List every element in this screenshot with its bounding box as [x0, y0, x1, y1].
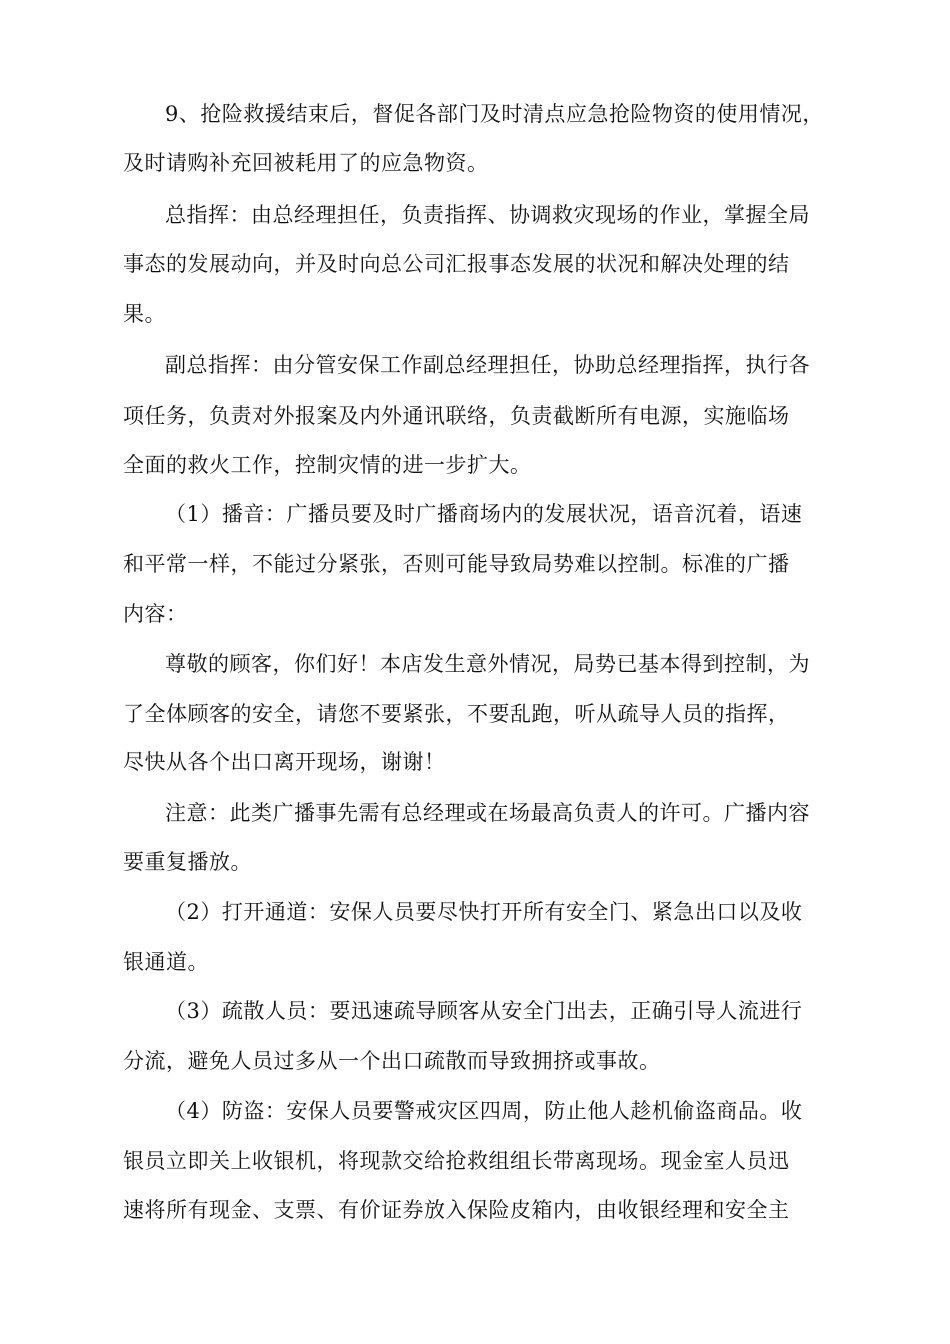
text-line: 内容： [123, 602, 188, 626]
text-line: 果。 [123, 302, 166, 326]
text-line: （1）播音：广播员要及时广播商场内的发展状况，语音沉着，语速 [165, 502, 803, 526]
text-line: 了全体顾客的安全，请您不要紧张，不要乱跑，听从疏导人员的指挥， [123, 702, 790, 726]
text-line: 总指挥：由总经理担任，负责指挥、协调救灾现场的作业，掌握全局 [165, 203, 810, 227]
text-line: （3）疏散人员：要迅速疏导顾客从安全门出去，正确引导人流进行 [165, 999, 803, 1023]
text-line: （4）防盗：安保人员要警戒灾区四周，防止他人趁机偷盗商品。收 [165, 1099, 803, 1123]
text-line: 及时请购补充回被耗用了的应急物资。 [123, 151, 489, 175]
text-line: 和平常一样，不能过分紧张，否则可能导致局势难以控制。标准的广播 [123, 552, 790, 576]
text-line: 全面的救火工作，控制灾情的进一步扩大。 [123, 453, 532, 477]
text-line: 银通道。 [123, 950, 209, 974]
text-line: 注意：此类广播事先需有总经理或在场最高负责人的许可。广播内容 [165, 801, 810, 825]
text-line: 分流，避免人员过多从一个出口疏散而导致拥挤或事故。 [123, 1049, 661, 1073]
text-line: 银员立即关上收银机，将现款交给抢救组组长带离现场。现金室人员迅 [123, 1149, 790, 1173]
text-line: 要重复播放。 [123, 850, 252, 874]
text-line: 尊敬的顾客，你们好！本店发生意外情况，局势已基本得到控制，为 [165, 652, 810, 676]
text-line: （2）打开通道：安保人员要尽快打开所有安全门、紧急出口以及收 [165, 900, 803, 924]
text-line: 9、抢险救援结束后，督促各部门及时清点应急抢险物资的使用情况， [165, 102, 824, 126]
text-line: 速将所有现金、支票、有价证券放入保险皮箱内，由收银经理和安全主 [123, 1198, 790, 1222]
text-line: 副总指挥：由分管安保工作副总经理担任，协助总经理指挥，执行各 [165, 353, 810, 377]
text-line: 事态的发展动向，并及时向总公司汇报事态发展的状况和解决处理的结 [123, 252, 790, 276]
text-line: 尽快从各个出口离开现场，谢谢！ [123, 750, 446, 774]
text-line: 项任务，负责对外报案及内外通讯联络，负责截断所有电源，实施临场 [123, 404, 790, 428]
